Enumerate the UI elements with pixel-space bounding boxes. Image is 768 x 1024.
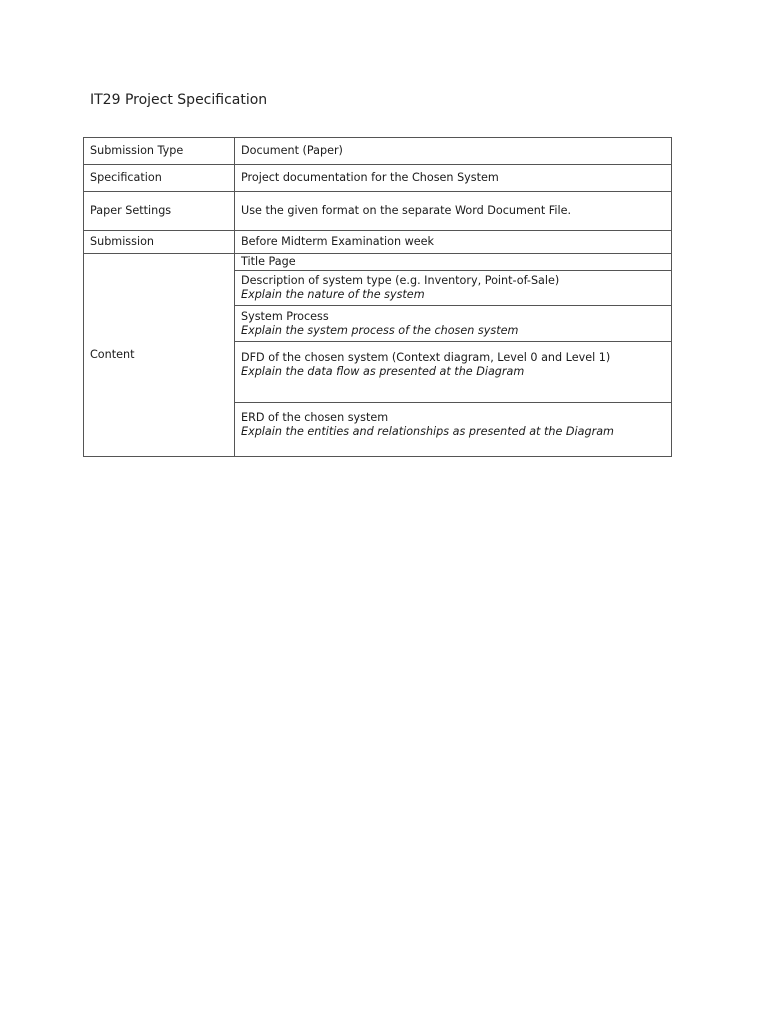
content-item-description xyxy=(235,271,672,306)
content-item-erd xyxy=(235,403,672,457)
row-value: Document (Paper) xyxy=(235,138,672,165)
table-row-submission-type xyxy=(84,138,672,165)
content-item-note: Explain the entities and relationships as presented at the Diagram xyxy=(241,425,614,438)
content-item-note: Explain the nature of the system xyxy=(241,288,425,301)
table-row-content xyxy=(84,254,672,271)
table-row-specification xyxy=(84,165,672,192)
table-row-paper-settings xyxy=(84,192,672,231)
content-item-main: Description of system type (e.g. Inventory, Point-of-Sale) xyxy=(241,274,560,287)
row-value: Project documentation for the Chosen System xyxy=(235,165,672,192)
row-label: Submission xyxy=(84,231,235,254)
row-value: Use the given format on the separate Word Document File. xyxy=(235,192,672,231)
content-item-note: Explain the system process of the chosen system xyxy=(241,323,519,337)
row-label: Paper Settings xyxy=(84,192,235,231)
content-item-system-process xyxy=(235,306,672,342)
content-item-main: System Process xyxy=(241,309,329,323)
content-item-main: ERD of the chosen system xyxy=(241,411,389,424)
content-item-dfd xyxy=(235,342,672,403)
specification-table xyxy=(83,137,672,457)
row-value: Before Midterm Examination week xyxy=(235,231,672,254)
row-label-content: Content xyxy=(84,254,235,457)
content-item-note: Explain the data flow as presented at the Diagram xyxy=(241,365,525,378)
content-item-title-page xyxy=(235,254,672,271)
row-label: Submission Type xyxy=(84,138,235,165)
row-label: Specification xyxy=(84,165,235,192)
content-item-main: DFD of the chosen system (Context diagram, Level 0 and Level 1) xyxy=(241,351,611,364)
content-item-main: Title Page xyxy=(241,255,296,268)
page-title: IT29 Project Specification xyxy=(90,92,268,108)
table-row-submission xyxy=(84,231,672,254)
